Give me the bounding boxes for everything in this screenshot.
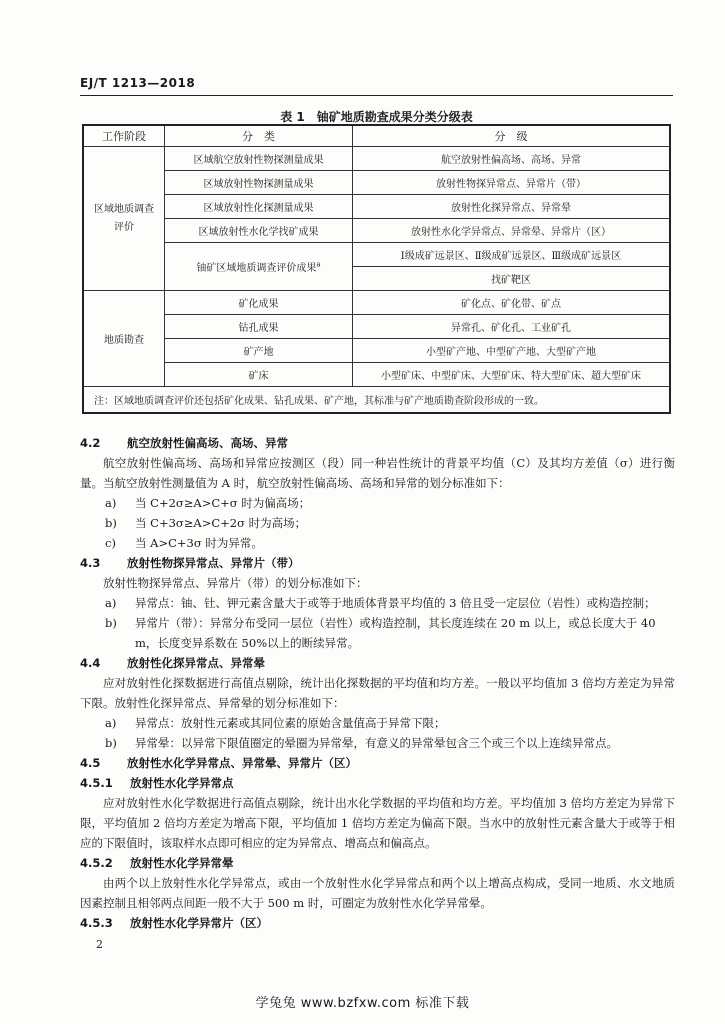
list-marker: b): [105, 736, 117, 750]
list-text: 当 A>C+3σ 时为异常。: [135, 536, 263, 550]
classification-table: [82, 124, 671, 414]
category-cell: 区域放射性水化学找矿成果: [165, 219, 353, 243]
header-category: 分 类: [165, 125, 353, 147]
list-text: 异常晕：以异常下限值圈定的晕圈为异常晕，有意义的异常晕包含三个或三个以上连续异常点。: [135, 736, 618, 750]
list-marker: b): [105, 616, 117, 630]
table-row: [83, 243, 670, 267]
category-cell: 矿床: [165, 363, 353, 387]
header-stage: 工作阶段: [83, 125, 165, 147]
level-cell: 放射性化探异常点、异常晕: [353, 195, 671, 219]
section-heading: [80, 653, 675, 673]
document-code: EJ/T 1213—2018: [80, 76, 196, 90]
stage-cell: 区域地质调查评价: [83, 147, 165, 291]
category-cell: 钻孔成果: [165, 315, 353, 339]
level-cell: 放射性水化学异常点、异常晕、异常片（区）: [353, 219, 671, 243]
section-heading: [80, 553, 675, 573]
level-cell: 异常孔、矿化孔、工业矿孔: [353, 315, 671, 339]
subsection-title: 放射性水化学异常点: [130, 776, 234, 790]
list-text: 当 C+3σ≥A>C+2σ 时为高场；: [135, 516, 307, 530]
paragraph: 应对放射性化探数据进行高值点剔除，统计出化探数据的平均值和均方差。一般以平均值加 3 倍均方差定为异常下限。放射性化探异常点、异常晕的划分标准如下：: [80, 676, 675, 710]
section-heading: [80, 433, 675, 453]
table-row: [83, 315, 670, 339]
page-number: 2: [96, 938, 103, 951]
level-cell: 航空放射性偏高场、高场、异常: [353, 147, 671, 171]
list-text: 异常片（带）：异常分布受同一层位（岩性）或构造控制，其长度连续在 20 m 以上，或总长度大于 40 m，长度变异系数在 50%以上的断续异常。: [135, 616, 656, 650]
category-cell: 区域航空放射性物探测量成果: [165, 147, 353, 171]
section-number: 4.3: [80, 556, 101, 570]
table-row: [83, 291, 670, 315]
list-text: 异常点：放射性元素或其同位素的原始含量值高于异常下限；: [135, 716, 446, 730]
paragraph: 由两个以上放射性水化学异常点，或由一个放射性水化学异常点和两个以上增高点构成，受同一地质、水文地质因素控制且相邻两点间距一般不大于 500 m 时，可圈定为放射性水化学异常晕。: [80, 876, 675, 910]
subsection-number: 4.5.1: [80, 776, 113, 790]
section-title: 放射性水化学异常点、异常晕、异常片（区）: [127, 756, 357, 770]
level-cell: Ⅰ级成矿远景区、Ⅱ级成矿远景区、Ⅲ级成矿远景区: [353, 243, 671, 267]
category-cell: 区域放射性物探测量成果: [165, 171, 353, 195]
list-text: 当 C+2σ≥A>C+σ 时为偏高场；: [135, 496, 311, 510]
list-item: [80, 493, 675, 513]
table-note: 注：区域地质调查评价还包括矿化成果、钻孔成果、矿产地，其标准与矿产地质勘查阶段形成的一致。: [83, 387, 670, 414]
category-cell: 矿产地: [165, 339, 353, 363]
table-note-row: [83, 387, 670, 414]
watermark-footer: 学兔兔 www.bzfxw.com 标准下载: [255, 996, 470, 1011]
level-cell: 放射性物探异常点、异常片（带）: [353, 171, 671, 195]
footnote-mark: a: [316, 260, 321, 269]
section-heading: [80, 753, 675, 773]
table-header-row: [83, 125, 670, 147]
table-row: [83, 363, 670, 387]
category-cell: 区域放射性化探测量成果: [165, 195, 353, 219]
paragraph: 应对放射性水化学数据进行高值点剔除，统计出水化学数据的平均值和均方差。平均值加 3 倍均方差定为异常下限，平均值加 2 倍均方差定为增高下限，平均值加 1 倍均方差定为偏高下限。当水中的放射性元素含量大于或等于相应的下限值时，该取样水点即可相应的定为异常点、增高点和偏高点。: [80, 796, 675, 850]
list-item: [80, 613, 675, 653]
list-marker: a): [105, 716, 117, 730]
level-cell: 小型矿床、中型矿床、大型矿床、特大型矿床、超大型矿床: [353, 363, 671, 387]
list-item: [80, 713, 675, 733]
list-marker: c): [105, 536, 116, 550]
list-item: [80, 733, 675, 753]
section-number: 4.4: [80, 656, 101, 670]
list-item: [80, 513, 675, 533]
list-text: 异常点：铀、钍、钾元素含量大于或等于地质体背景平均值的 3 倍且受一定层位（岩性）或构造控制；: [135, 596, 656, 610]
subsection-number: 4.5.2: [80, 856, 113, 870]
subsection-number: 4.5.3: [80, 916, 113, 930]
level-cell: 矿化点、矿化带、矿点: [353, 291, 671, 315]
stage-cell: 地质勘查: [83, 291, 165, 387]
list-marker: b): [105, 516, 117, 530]
category-text: 铀矿区域地质调查评价成果: [196, 263, 317, 274]
table-row: [83, 147, 670, 171]
section-number: 4.5: [80, 756, 101, 770]
subsection-title: 放射性水化学异常片（区）: [130, 916, 268, 930]
category-cell: 矿化成果: [165, 291, 353, 315]
section-title: 放射性化探异常点、异常晕: [127, 656, 265, 670]
table-row: [83, 219, 670, 243]
subsection-heading: [80, 773, 675, 793]
subsection-heading: [80, 853, 675, 873]
body-text: [80, 433, 675, 933]
paragraph: 航空放射性偏高场、高场和异常应按测区（段）同一种岩性统计的背景平均值（C）及其均方差值（σ）进行衡量。当航空放射性测量值为 A 时，航空放射性偏高场、高场和异常的划分标准如下：: [80, 456, 675, 490]
table-row: [83, 339, 670, 363]
list-marker: a): [105, 596, 117, 610]
list-item: [80, 533, 675, 553]
header-rule: [80, 95, 673, 96]
list-item: [80, 593, 675, 613]
subsection-title: 放射性水化学异常晕: [130, 856, 234, 870]
subsection-heading: [80, 913, 675, 933]
category-cell: [165, 243, 353, 291]
section-number: 4.2: [80, 436, 101, 450]
level-cell: 小型矿产地、中型矿产地、大型矿产地: [353, 339, 671, 363]
section-title: 航空放射性偏高场、高场、异常: [127, 436, 288, 450]
table-row: [83, 171, 670, 195]
section-title: 放射性物探异常点、异常片（带）: [127, 556, 300, 570]
table-title: 表 1 铀矿地质勘查成果分类分级表: [280, 110, 473, 124]
header-level: 分 级: [353, 125, 671, 147]
list-marker: a): [105, 496, 117, 510]
paragraph: 放射性物探异常点、异常片（带）的划分标准如下：: [103, 576, 368, 590]
level-cell: 找矿靶区: [353, 267, 671, 291]
table-row: [83, 195, 670, 219]
